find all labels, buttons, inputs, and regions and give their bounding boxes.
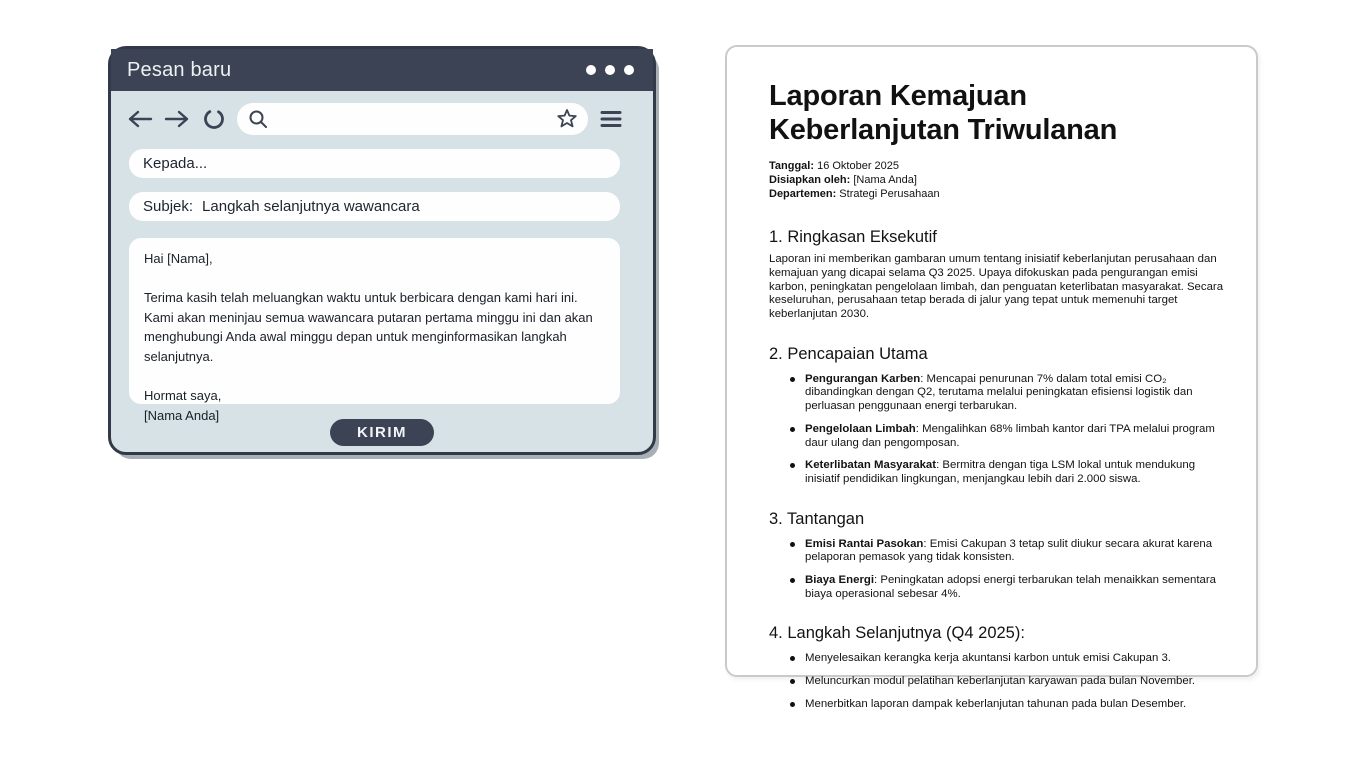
meta-prepared-by-value: [Nama Anda] [850, 174, 917, 187]
window-control-dot[interactable] [605, 65, 615, 75]
report-document [725, 45, 1258, 710]
send-button[interactable]: KIRIM [330, 419, 434, 446]
bookmark-button[interactable] [555, 107, 579, 131]
email-paragraph: Terima kasih telah meluangkan waktu untuk berbicara dengan kami hari ini. Kami akan meninjau semua wawancara putaran pertama minggu ini dan akan menghubungi Anda awal minggu depan untuk menginformasikan langkah selanjutnya. [144, 289, 593, 364]
meta-department [769, 188, 1228, 202]
email-signature: [Nama Anda] [144, 407, 220, 423]
window-control-dot[interactable] [586, 65, 596, 75]
section-key-achievements [769, 345, 1228, 487]
back-arrow-icon [126, 109, 153, 129]
window-title: Pesan baru [127, 58, 232, 81]
list-item [769, 652, 1228, 666]
bullet-text: : Emisi Cakupan 3 tetap sulit diukur secara akurat karena pelaporan pemasok yang tidak konsisten. [805, 537, 1213, 564]
subject-field[interactable] [129, 192, 620, 221]
meta-date-value: 16 Oktober 2025 [814, 160, 900, 173]
window-titlebar [111, 49, 653, 91]
section-heading: 1. Ringkasan Eksekutif [769, 228, 937, 247]
meta-prepared-by [769, 174, 1228, 188]
refresh-icon [202, 107, 226, 131]
bullet-text: Menerbitkan laporan dampak keberlanjutan tahunan pada bulan Desember. [805, 697, 1187, 710]
list-item [769, 423, 1228, 450]
email-greeting: Hai [Nama], [144, 251, 213, 266]
meta-prepared-by-label: Disiapkan oleh: [769, 174, 851, 187]
subject-value: Langkah selanjutnya wawancara [202, 198, 420, 215]
bullet-text: Menyelesaikan kerangka kerja akuntansi karbon untuk emisi Cakupan 3. [805, 652, 1171, 665]
to-field-placeholder: Kepada... [143, 155, 208, 172]
bullet-lead: Pengurangan Karben [805, 372, 921, 385]
email-compose-window [108, 46, 656, 455]
bullet-list [769, 538, 1228, 602]
meta-date-label: Tanggal: [769, 160, 815, 173]
address-search-bar[interactable] [237, 103, 588, 135]
to-field[interactable] [129, 149, 620, 178]
meta-department-label: Departemen: [769, 188, 837, 201]
bullet-lead: Biaya Energi [805, 573, 875, 586]
bullet-text: : Peningkatan adopsi energi terbarukan telah menaikkan sementara biaya operasional sebesar 4%. [805, 573, 1216, 600]
back-button[interactable] [126, 109, 153, 129]
bullet-list [769, 373, 1228, 487]
bullet-list [769, 652, 1228, 711]
list-item [769, 459, 1228, 486]
section-paragraph: Laporan ini memberikan gambaran umum tentang inisiatif keberlanjutan perusahaan dan kemajuan yang dicapai selama Q3 2025. Upaya difokuskan pada pengurangan emisi karbon, peningkatan pengelolaan limbah, dan penguatan keterlibatan masyarakat. Secara keseluruhan, perusahaan tetap berada di jalur yang tepat untuk memenuhi target keberlanjutan 2030. [769, 253, 1224, 321]
bullet-text: : Mencapai penurunan 7% dalam total emisi CO₂ dibandingkan dengan Q2, terutama melalui peningkatan efisiensi logistik dan perluasan penggunaan energi terbarukan. [805, 372, 1193, 413]
section-challenges [769, 510, 1228, 602]
email-body-editor[interactable] [129, 238, 620, 423]
email-closing: Hormat saya, [144, 387, 222, 403]
meta-department-value: Strategi Perusahaan [836, 188, 940, 201]
bullet-lead: Pengelolaan Limbah [805, 422, 916, 435]
forward-button[interactable] [164, 109, 191, 129]
report-title-line1: Laporan Kemajuan [769, 80, 1027, 112]
section-heading: 2. Pencapaian Utama [769, 344, 928, 363]
forward-arrow-icon [164, 109, 191, 129]
section-next-steps [769, 624, 1228, 711]
bullet-text: : Mengalihkan 68% limbah kantor dari TPA melalui program daur ulang dan pengomposan. [805, 422, 1215, 449]
list-item [769, 538, 1228, 565]
meta-date [769, 160, 1228, 174]
window-control-dot[interactable] [624, 65, 634, 75]
search-icon [247, 108, 269, 130]
list-item [769, 675, 1228, 689]
window-controls [586, 65, 634, 75]
subject-label: Subjek: [143, 198, 194, 215]
section-heading: 3. Tantangan [769, 509, 865, 528]
bullet-text: Meluncurkan modul pelatihan keberlanjutan karyawan pada bulan November. [805, 675, 1196, 688]
section-heading: 4. Langkah Selanjutnya (Q4 2025): [769, 624, 1025, 643]
browser-toolbar [111, 91, 653, 140]
hamburger-menu-icon [599, 109, 623, 129]
report-title [769, 79, 1228, 147]
bullet-lead: Emisi Rantai Pasokan [805, 537, 924, 550]
bullet-lead: Keterlibatan Masyarakat [805, 459, 937, 472]
bullet-text: : Bermitra dengan tiga LSM lokal untuk mendukung inisiatif pendidikan lingkungan, menjangkau lebih dari 2.000 siswa. [805, 459, 1196, 485]
section-executive-summary [769, 228, 1228, 321]
refresh-button[interactable] [202, 107, 226, 131]
report-meta [769, 160, 1228, 202]
list-item [769, 373, 1228, 414]
menu-button[interactable] [599, 109, 623, 129]
list-item [769, 574, 1228, 601]
star-icon [555, 107, 579, 131]
list-item [769, 698, 1228, 712]
report-title-line2: Keberlanjutan Triwulanan [769, 114, 1118, 147]
